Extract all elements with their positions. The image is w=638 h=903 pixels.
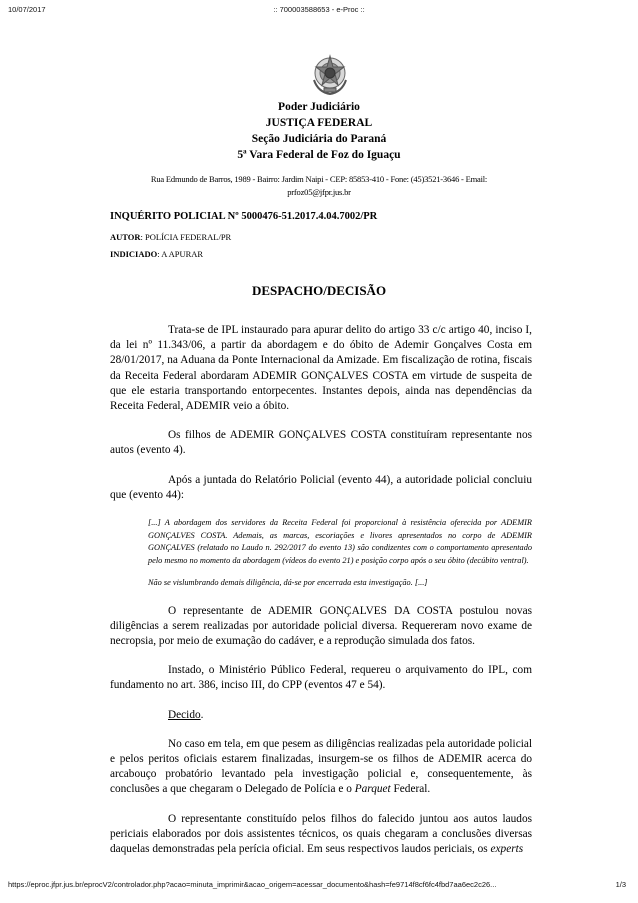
document-title: DESPACHO/DECISÃO — [251, 283, 387, 298]
document-body — [110, 323, 532, 871]
print-url: https://eproc.jfpr.jus.br/eprocV2/controlador.php?acao=minuta_imprimir&acao_origem=acessar_documento&hash=fe9714f8cf6fc4fbd7aa6ec2c26... — [8, 880, 497, 889]
indicted-label: INDICIADO — [110, 249, 158, 259]
paragraph-4: O representante de ADEMIR GONÇALVES DA COSTA postulou novas diligências a serem realizadas por autoridade policial diversa. Requereram novo exame de necropsia, por meio de exumação do cadáver, e a reprodução simulada dos fatos. — [110, 604, 532, 647]
paragraph-7-text: No caso em tela, em que pesem as diligências realizadas pela autoridade policial e pelos peritos oficiais estarem finalizadas, insurgem-se os filhos de ADEMIR acerca do arcabouço probatório levantado pela investigação policial e, consequentemente, às conclusões a que chegaram o Delegado de Polícia e o — [110, 737, 532, 796]
court-line-2: JUSTIÇA FEDERAL — [265, 117, 373, 129]
case-number: INQUÉRITO POLICIAL Nº 5000476-51.2017.4.04.7002/PR — [110, 211, 378, 222]
parquet-term: Parquet — [354, 783, 391, 796]
decido-label: Decido — [168, 708, 201, 721]
coat-of-arms-icon — [306, 50, 354, 98]
court-line-1: Poder Judiciário — [278, 101, 360, 113]
paragraph-6 — [110, 708, 532, 723]
author-label: AUTOR — [110, 232, 141, 242]
court-line-4: 5ª Vara Federal de Foz do Iguaçu — [237, 149, 401, 161]
quote-1: [...] A abordagem dos servidores da Receita Federal foi proporcional à resistência oferecida por ADEMIR GONÇALVES COSTA. Ademais, as marcas, escoriações e livores apresentados no corpo de ADEMIR GONÇALVES (relatado no Laudo n. 292/2017 do evento 13) são condizentes com o comportamento apresentado pelo mesmo no momento da abordagem (vídeos do evento 21) e posição corpo após o seu óbito (decúbito ventral). — [148, 518, 532, 565]
author-line — [110, 232, 231, 242]
court-email: prfoz05@jfpr.jus.br — [287, 187, 351, 197]
paragraph-8 — [110, 812, 532, 858]
author-value: : POLÍCIA FEDERAL/PR — [140, 232, 232, 242]
print-page-number: 1/3 — [615, 880, 626, 889]
print-page-title: :: 700003588653 - e-Proc :: — [273, 5, 365, 14]
decido-period: . — [200, 708, 204, 721]
paragraph-1: Trata-se de IPL instaurado para apurar delito do artigo 33 c/c artigo 40, inciso I, da lei nº 11.343/06, a partir da abordagem e do óbito de Ademir Gonçalves Costa em 28/01/2017, na Aduana da Ponte Internacional da Amizade. Em fiscalização de rotina, fiscais da Receita Federal abordaram ADEMIR GONÇALVES COSTA em virtude de suspeita de que ele estaria transportando entorpecentes. Instantes depois, ainda nas dependências da Receita Federal, ADEMIR veio a óbito. — [110, 324, 532, 413]
paragraph-3: Após a juntada do Relatório Policial (evento 44), a autoridade policial concluiu que (evento 44): — [110, 473, 532, 501]
indicted-line — [110, 249, 203, 259]
indicted-value: : A APURAR — [157, 249, 204, 259]
paragraph-7-end: Federal. — [390, 783, 431, 796]
court-address: Rua Edmundo de Barros, 1989 - Bairro: Jardim Naipi - CEP: 85853-410 - Fone: (45)3521-3646 - Email: — [150, 174, 488, 184]
experts-term: experts — [490, 842, 524, 855]
paragraph-5: Instado, o Ministério Público Federal, requereu o arquivamento do IPL, com fundamento no art. 386, inciso III, do CPP (eventos 47 e 54). — [110, 664, 532, 692]
print-date: 10/07/2017 — [8, 5, 46, 14]
court-line-3: Seção Judiciária do Paraná — [251, 133, 387, 145]
paragraph-7 — [110, 737, 532, 798]
paragraph-2: Os filhos de ADEMIR GONÇALVES COSTA constituíram representante nos autos (evento 4). — [110, 429, 532, 457]
quote-2: Não se vislumbrando demais diligência, dá-se por encerrada esta investigação. [...] — [148, 578, 428, 588]
paragraph-8-text: O representante constituído pelos filhos do falecido juntou aos autos laudos periciais elaborados por dois assistentes técnicos, os quais chegaram a conclusões diversas daquelas demonstradas pela perícia oficial. Em seus respectivos laudos periciais, os — [110, 812, 532, 855]
